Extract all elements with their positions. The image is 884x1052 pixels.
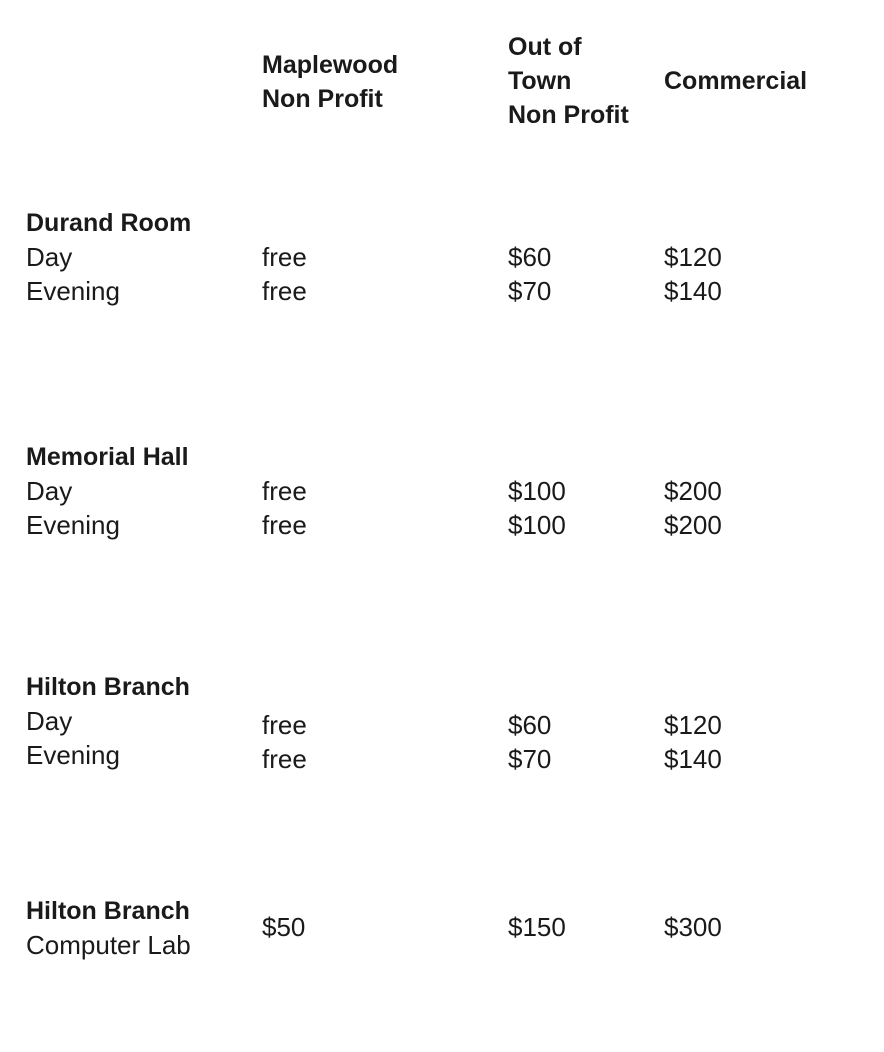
row-label-day: Day <box>26 476 73 506</box>
price-maplewood: free <box>262 744 307 774</box>
price-out-of-town: $100 <box>508 510 566 540</box>
price-maplewood: free <box>262 710 307 740</box>
price-commercial: $200 <box>664 476 722 506</box>
room-title-hilton-branch-lab: Hilton Branch <box>26 897 190 925</box>
header-maplewood-line-2: Non Profit <box>262 85 383 113</box>
header-commercial-line-1: Commercial <box>664 67 808 95</box>
price-commercial: $300 <box>664 912 722 942</box>
row-label-evening: Evening <box>26 740 120 770</box>
row-label-evening: Evening <box>26 510 120 540</box>
row-label-day: Day <box>26 706 73 736</box>
header-out-of-town-line-1: Out of <box>508 33 582 61</box>
header-out-of-town-line-3: Non Profit <box>508 101 629 129</box>
room-title-memorial-hall: Memorial Hall <box>26 443 189 471</box>
room-title-durand-room: Durand Room <box>26 209 192 237</box>
price-commercial: $120 <box>664 710 722 740</box>
header-maplewood-non-profit <box>262 48 398 116</box>
header-commercial <box>664 64 807 98</box>
price-commercial: $140 <box>664 744 722 774</box>
price-maplewood: free <box>262 276 307 306</box>
header-out-of-town-line-2: Town <box>508 67 572 95</box>
header-maplewood-line-1: Maplewood <box>262 51 399 79</box>
price-maplewood: free <box>262 476 307 506</box>
price-commercial: $200 <box>664 510 722 540</box>
price-maplewood: free <box>262 510 307 540</box>
price-out-of-town: $60 <box>508 242 552 272</box>
row-label-computer-lab: Computer Lab <box>26 930 191 960</box>
price-commercial: $120 <box>664 242 722 272</box>
price-out-of-town: $70 <box>508 276 552 306</box>
row-label-evening: Evening <box>26 276 120 306</box>
row-label-day: Day <box>26 242 73 272</box>
price-commercial: $140 <box>664 276 722 306</box>
price-out-of-town: $100 <box>508 476 566 506</box>
price-out-of-town: $150 <box>508 912 566 942</box>
room-title-hilton-branch: Hilton Branch <box>26 673 190 701</box>
price-out-of-town: $60 <box>508 710 552 740</box>
header-out-of-town-non-profit <box>508 30 629 132</box>
price-maplewood: $50 <box>262 912 306 942</box>
price-maplewood: free <box>262 242 307 272</box>
price-out-of-town: $70 <box>508 744 552 774</box>
